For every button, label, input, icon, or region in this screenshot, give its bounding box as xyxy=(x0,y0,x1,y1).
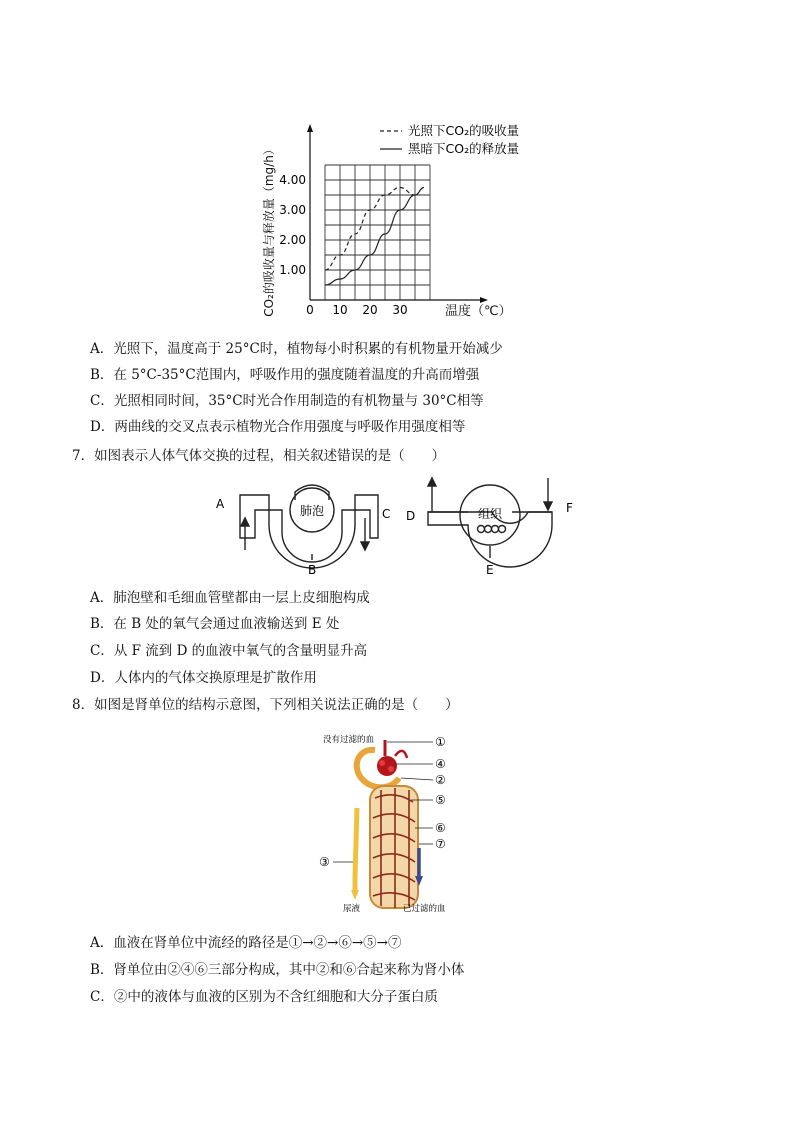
y-axis-arrow-icon xyxy=(307,124,313,132)
q7-option-d: D．人体内的气体交换原理是扩散作用 xyxy=(90,670,317,686)
x-tick-label: 20 xyxy=(362,303,378,317)
x-tick-label: 10 xyxy=(332,303,348,317)
unfiltered-blood-label: 没有过滤的血 xyxy=(323,735,375,745)
label-e: E xyxy=(486,563,494,577)
q7-option-a: A．肺泡壁和毛细血管壁都由一层上皮细胞构成 xyxy=(90,590,370,606)
tissue-unit xyxy=(428,478,552,567)
q7-question: 7．如图表示人体气体交换的过程，相关叙述错误的是（ ） xyxy=(72,448,446,464)
x-axis-label: 温度（℃） xyxy=(445,304,512,319)
legend-label: 黑暗下CO₂的释放量 xyxy=(408,141,520,156)
label-c: C xyxy=(382,507,391,521)
arrow-down-icon xyxy=(361,542,369,550)
q6-option-b: B．在 5°C-35°C范围内，呼吸作用的强度随着温度的升高而增强 xyxy=(90,367,480,383)
alveolus-label: 肺泡 xyxy=(299,504,325,518)
chart-grid xyxy=(325,165,430,300)
q8-option-b: B．肾单位由②④⑥三部分构成，其中②和⑥合起来称为肾小体 xyxy=(90,962,465,978)
legend-label: 光照下CO₂的吸收量 xyxy=(408,123,520,138)
filtered-blood-label: 已过滤的血 xyxy=(403,904,446,914)
label-b: B xyxy=(308,563,317,577)
y-tick-label: 4.00 xyxy=(279,173,306,187)
label-a: A xyxy=(216,497,225,511)
q6-option-d: D．两曲线的交叉点表示植物光合作用强度与呼吸作用强度相等 xyxy=(90,419,466,435)
q6-option-c: C．光照相同时间，35°C时光合作用制造的有机物量与 30°C相等 xyxy=(90,393,484,409)
x-tick-label: 30 xyxy=(392,303,408,317)
urine-label: 尿液 xyxy=(343,904,361,914)
marker-7: ⑦ xyxy=(435,837,446,851)
chart-legend xyxy=(380,123,519,156)
y-tick-label: 3.00 xyxy=(279,203,306,217)
label-f: F xyxy=(566,501,573,515)
q6-chart xyxy=(250,100,570,325)
marker-5: ⑤ xyxy=(435,793,446,807)
q8-option-a: A．血液在肾单位中流经的路径是①→②→⑥→⑤→⑦ xyxy=(90,935,402,951)
arrow-up-icon xyxy=(241,518,249,526)
x-axis-arrow-icon xyxy=(480,297,488,303)
y-tick-label: 2.00 xyxy=(279,233,306,247)
nephron-diagram xyxy=(315,728,475,916)
q8-question: 8．如图是肾单位的结构示意图，下列相关说法正确的是（ ） xyxy=(72,697,459,713)
glomerulus xyxy=(377,756,397,776)
q8-option-c: C．②中的液体与血液的区别为不含红细胞和大分子蛋白质 xyxy=(90,989,438,1005)
arrow-up-icon xyxy=(428,478,436,486)
x-tick-label: 0 xyxy=(306,303,314,317)
alveolus-unit xyxy=(240,485,378,568)
marker-4: ④ xyxy=(435,757,446,771)
y-axis-label: CO₂的吸收量与释放量（mg/h） xyxy=(262,143,276,317)
gas-exchange-diagram xyxy=(210,470,590,580)
y-tick-label: 1.00 xyxy=(279,263,306,277)
q7-option-c: C．从 F 流到 D 的血液中氧气的含量明显升高 xyxy=(90,643,368,659)
q7-option-b: B．在 B 处的氧气会通过血液输送到 E 处 xyxy=(90,616,340,632)
marker-1: ① xyxy=(435,735,446,749)
arrow-down-icon xyxy=(544,502,552,510)
marker-2: ② xyxy=(435,773,446,787)
marker-3: ③ xyxy=(319,855,330,869)
renal-tubule xyxy=(370,786,418,908)
marker-6: ⑥ xyxy=(435,821,446,835)
label-d: D xyxy=(406,509,416,523)
tissue-label: 组织 xyxy=(477,507,503,521)
collecting-duct xyxy=(355,808,357,878)
q6-option-a: A．光照下，温度高于 25°C时，植物每小时积累的有机物量开始减少 xyxy=(90,341,503,357)
